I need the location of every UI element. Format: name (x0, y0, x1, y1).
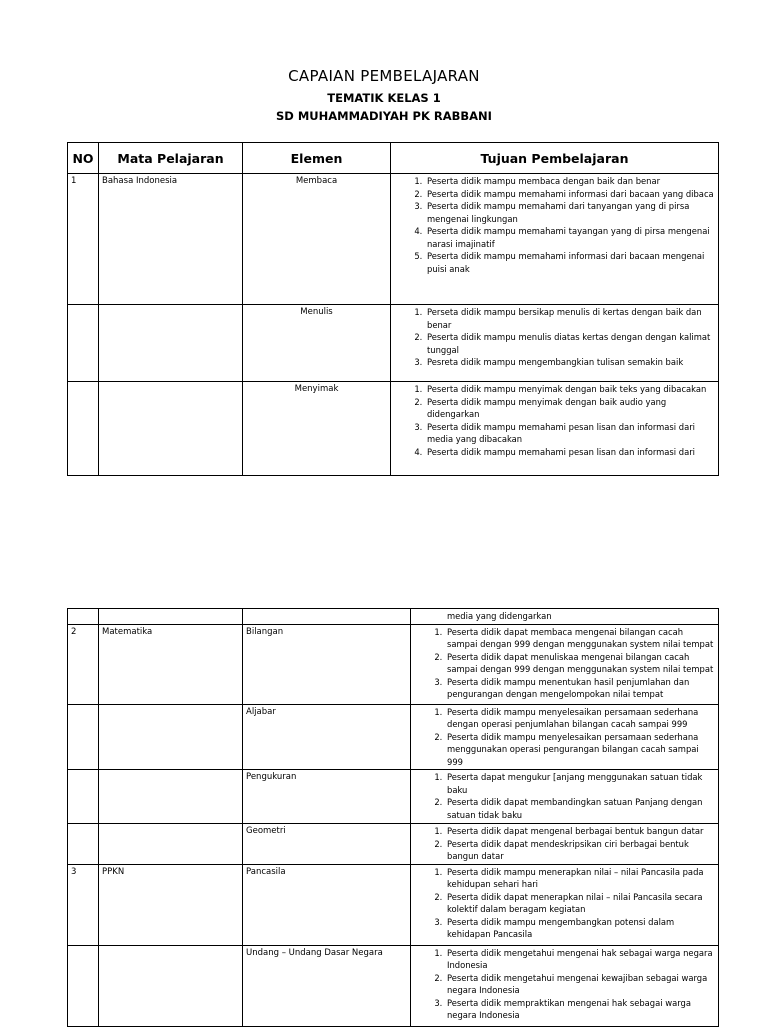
table-row (68, 945, 719, 1026)
objectives-cell (411, 945, 719, 1026)
objective-item: 2. Peserta didik dapat menerapkan nilai – nilai Pancasila secara kolektif dalam beragam kegiatan (445, 891, 715, 916)
element-cell: Menulis (243, 305, 391, 382)
table-row (68, 609, 719, 625)
objectives-cell (411, 624, 719, 704)
objectives-list (391, 383, 715, 458)
document-subtitle-class: TEMATIK KELAS 1 (327, 91, 441, 105)
objective-item: 5. Peserta didik mampu memahami informasi dari bacaan mengenai puisi anak (425, 250, 715, 275)
objective-item: 1. Peserta dapat mengukur [anjang menggunakan satuan tidak baku (445, 771, 715, 796)
row-number: 3 (68, 864, 99, 945)
objectives-list (411, 866, 715, 941)
objective-item: 2. Peserta didik mampu menyelesaikan persamaan sederhana menggunakan operasi pengurangan bilangan cacah sampai 999 (445, 731, 715, 769)
objective-item: 2. Peserta didik mampu memahami informasi dari bacaan yang dibaca (425, 188, 715, 201)
objectives-cell (411, 770, 719, 824)
objective-item: 2. Peserta didik mengetahui mengenai kewajiban sebagai warga negara Indonesia (445, 972, 715, 997)
objective-item: 2. Peserta didik dapat menuliskaa mengenai bilangan cacah sampai dengan 999 dengan menggunakan system nilai tempat (445, 651, 715, 676)
objective-item: 1. Peserta didik dapat mengenal berbagai bentuk bangun datar (445, 825, 715, 838)
element-cell: Pancasila (243, 864, 411, 945)
objective-item: 3. Peserta didik mampu memahami pesan lisan dan informasi dari media yang dibacakan (425, 421, 715, 446)
element-cell: Pengukuran (243, 770, 411, 824)
table-row (68, 305, 719, 382)
table-header-row (68, 143, 719, 174)
objective-item: 4. Peserta didik mampu memahami pesan lisan dan informasi dari (425, 446, 715, 459)
table-row (68, 770, 719, 824)
objective-item: 2. Peserta didik dapat membandingkan satuan Panjang dengan satuan tidak baku (445, 796, 715, 821)
objectives-continuation (411, 609, 719, 625)
document-title: CAPAIAN PEMBELAJARAN (288, 67, 480, 85)
objectives-list (411, 947, 715, 1022)
objectives-cell (391, 382, 719, 476)
objective-item: 4. Peserta didik mampu memahami tayangan yang di pirsa mengenai narasi imajinatif (425, 225, 715, 250)
objective-item: 1. Peserta didik mampu membaca dengan baik dan benar (425, 175, 715, 188)
objective-item: 1. Peserta didik mengetahui mengenai hak sebagai warga negara Indonesia (445, 947, 715, 972)
objectives-list (411, 626, 715, 701)
objective-item: 1. Peserta didik dapat membaca mengenai bilangan cacah sampai dengan 999 dengan menggunakan system nilai tempat (445, 626, 715, 651)
objectives-cell (391, 174, 719, 305)
objective-item: 3. Peserta didik mampu menentukan hasil penjumlahan dan pengurangan dengan mengelompokan nilai tempat (445, 676, 715, 701)
objectives-cell (391, 305, 719, 382)
objectives-cell (411, 864, 719, 945)
table-row (68, 704, 719, 770)
subject-cell: Bahasa Indonesia (99, 174, 243, 305)
element-cell: Bilangan (243, 624, 411, 704)
objectives-cell (411, 704, 719, 770)
learning-outcomes-table-page2 (67, 608, 719, 1027)
objective-item: 1. Peserta didik mampu menyimak dengan baik teks yang dibacakan (425, 383, 715, 396)
table-row (68, 174, 719, 305)
header-no: NO (68, 143, 99, 174)
objective-item: 1. Peserta didik mampu menyelesaikan persamaan sederhana dengan operasi penjumlahan bilangan cacah sampai 999 (445, 706, 715, 731)
objective-item: 2. Peserta didik dapat mendeskripsikan ciri berbagai bentuk bangun datar (445, 838, 715, 863)
objectives-cell (411, 824, 719, 865)
header-mata-pelajaran: Mata Pelajaran (99, 143, 243, 174)
document-subtitle-school: SD MUHAMMADIYAH PK RABBANI (276, 109, 492, 123)
objective-item: 2. Peserta didik mampu menulis diatas kertas dengan dengan kalimat tunggal (425, 331, 715, 356)
table-row (68, 382, 719, 476)
element-cell: Membaca (243, 174, 391, 305)
element-cell: Undang – Undang Dasar Negara (243, 945, 411, 1026)
row-number: 2 (68, 624, 99, 704)
table-row (68, 864, 719, 945)
objectives-list (411, 825, 715, 863)
objective-item: 1. Perseta didik mampu bersikap menulis di kertas dengan baik dan benar (425, 306, 715, 331)
objective-item: 3. Peserta didik mempraktikan mengenai hak sebagai warga negara Indonesia (445, 997, 715, 1022)
objectives-list (391, 306, 715, 369)
element-cell: Menyimak (243, 382, 391, 476)
table-row (68, 624, 719, 704)
continued-text: media yang didengarkan (447, 611, 552, 621)
objective-item: 3. Pesreta didik mampu mengembangkian tulisan semakin baik (425, 356, 715, 369)
learning-outcomes-table-page1 (67, 142, 719, 476)
element-cell: Aljabar (243, 704, 411, 770)
subject-cell: PPKN (99, 864, 243, 945)
header-elemen: Elemen (243, 143, 391, 174)
row-number: 1 (68, 174, 99, 305)
objectives-list (391, 175, 715, 275)
element-cell: Geometri (243, 824, 411, 865)
header-tujuan-pembelajaran: Tujuan Pembelajaran (391, 143, 719, 174)
objectives-list (411, 771, 715, 821)
objective-item: 2. Peserta didik mampu menyimak dengan baik audio yang didengarkan (425, 396, 715, 421)
objectives-list (411, 706, 715, 769)
subject-cell: Matematika (99, 624, 243, 704)
table-row (68, 824, 719, 865)
objective-item: 3. Peserta didik mampu mengembangkan potensi dalam kehidapan Pancasila (445, 916, 715, 941)
objective-item: 1. Peserta didik mampu menerapkan nilai – nilai Pancasila pada kehidupan sehari hari (445, 866, 715, 891)
objective-item: 3. Peserta didik mampu memahami dari tanyangan yang di pirsa mengenai lingkungan (425, 200, 715, 225)
